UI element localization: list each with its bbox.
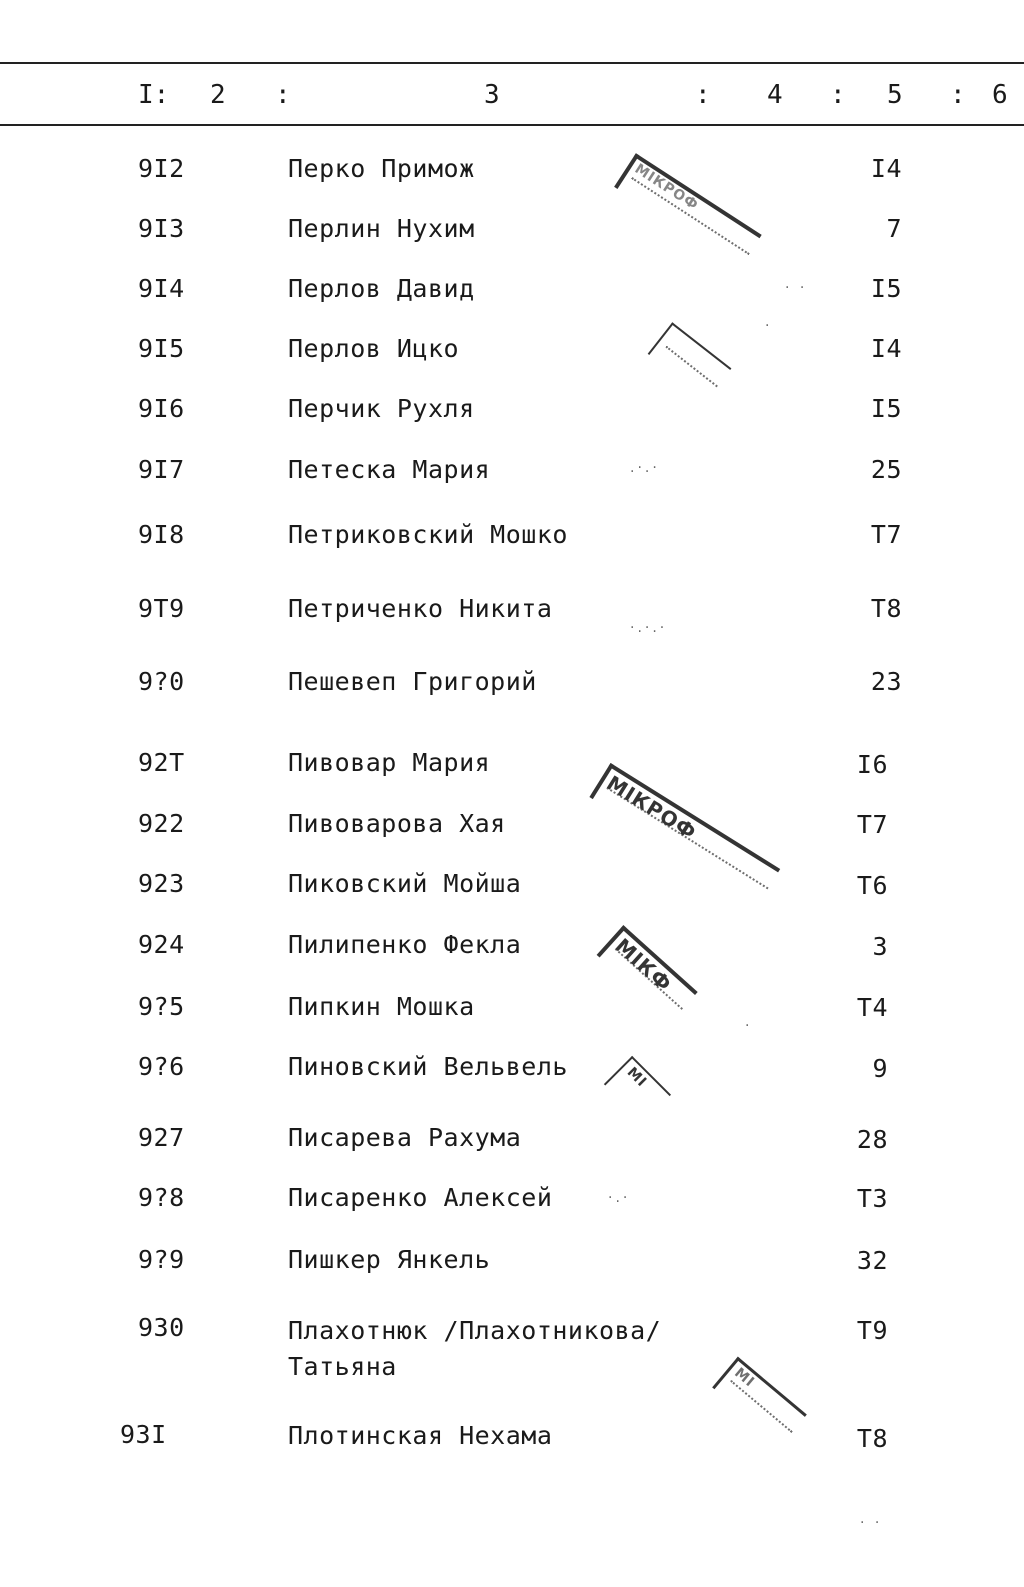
row-value: T8 [870,594,902,623]
row-number: 9T9 [138,594,185,623]
person-name: Пивоварова Хая [288,809,506,838]
row-number: 927 [138,1123,185,1152]
person-name: Перчик Рухля [288,394,475,423]
header-bottom-rule [0,124,1024,126]
person-name: Перко Примож [288,154,475,183]
microfilm-stamp [589,763,780,903]
person-name: Пиковский Мойша [288,869,522,898]
person-name: Петеска Мария [288,455,491,484]
stamp-text: МІ [623,1064,650,1091]
row-number: 923 [138,869,185,898]
person-name: Петриченко Никита [288,594,553,623]
row-value: T6 [856,871,888,900]
row-value: T4 [856,993,888,1022]
scan-speck: .·.· [630,460,660,476]
row-number: 922 [138,809,185,838]
row-value: 23 [870,667,902,696]
row-value: I4 [870,154,902,183]
row-value: 32 [856,1246,888,1275]
row-value: T7 [856,810,888,839]
person-name: Плотинская Нехама [288,1421,553,1450]
person-name: Перлов Ицко [288,334,460,363]
stamp-text: МІКФ [610,933,677,997]
row-number: 93I [120,1420,167,1449]
row-number: 9I7 [138,455,185,484]
row-value: I5 [870,274,902,303]
col-6-header: 6 [992,80,1008,110]
row-value: 28 [856,1125,888,1154]
stamp-frame [648,322,732,400]
stamp-text: МІКРОФ [631,160,702,214]
row-number: 930 [138,1313,185,1342]
row-number: 924 [138,930,185,959]
row-value: T7 [870,520,902,549]
scan-speck: · [765,318,773,334]
scan-speck: ·.· [608,1190,631,1206]
microfilm-stamp [648,322,732,400]
row-number: 9?9 [138,1245,185,1274]
row-number: 9I2 [138,154,185,183]
row-number: 92T [138,748,185,777]
person-name: Пишкер Янкель [288,1245,491,1274]
row-number: 9?6 [138,1052,185,1081]
row-number: 9I6 [138,394,185,423]
stamp-text: МІКРОФ [602,770,702,845]
person-name-continued: Татьяна [288,1352,397,1381]
col-separator: : [275,80,291,110]
row-number: 9?0 [138,667,185,696]
row-value: T3 [856,1184,888,1213]
person-name: Петриковский Мошко [288,520,568,549]
col-5-header: 5 [887,80,903,110]
col-4-header: 4 [767,80,783,110]
person-name: Пиновский Вельвель [288,1052,568,1081]
col-2-header: 2 [210,80,226,110]
row-value: 9 [872,1054,888,1083]
scan-speck: · · [860,1515,883,1531]
person-name: Пешевеп Григорий [288,667,537,696]
row-value: I5 [870,394,902,423]
stamp-frame [712,1357,807,1445]
row-value: T8 [856,1424,888,1453]
row-number: 9?5 [138,992,185,1021]
person-name: Пипкин Мошка [288,992,475,1021]
row-value: I6 [856,750,888,779]
row-number: 9I5 [138,334,185,363]
row-number: 9I8 [138,520,185,549]
row-value: 7 [886,214,902,243]
col-1-header: I: [138,80,170,110]
row-value: T9 [856,1316,888,1345]
microfilm-stamp [614,153,762,268]
col-separator: : [950,80,966,110]
row-value: I4 [870,334,902,363]
scan-speck: ·.·.· [630,620,668,636]
row-number: 9I3 [138,214,185,243]
row-value: 25 [870,455,902,484]
col-separator: : [695,80,711,110]
col-3-header: 3 [484,80,500,110]
col-separator: : [830,80,846,110]
person-name: Перлов Давид [288,274,475,303]
person-name: Перлин Нухим [288,214,475,243]
scan-speck: · · [785,280,808,296]
microfilm-stamp [712,1357,807,1445]
person-name: Плахотнюк /Плахотникова/ [288,1316,662,1345]
person-name: Пилипенко Фекла [288,930,522,959]
microfilm-stamp [604,1056,671,1123]
stamp-text: МІ [731,1364,758,1391]
person-name: Писаренко Алексей [288,1183,553,1212]
header-top-rule [0,62,1024,64]
microfilm-stamp [597,925,698,1022]
row-number: 9?8 [138,1183,185,1212]
scan-speck: · [745,1018,753,1034]
row-number: 9I4 [138,274,185,303]
person-name: Писарева Рахума [288,1123,522,1152]
person-name: Пивовар Мария [288,748,491,777]
row-value: 3 [872,932,888,961]
